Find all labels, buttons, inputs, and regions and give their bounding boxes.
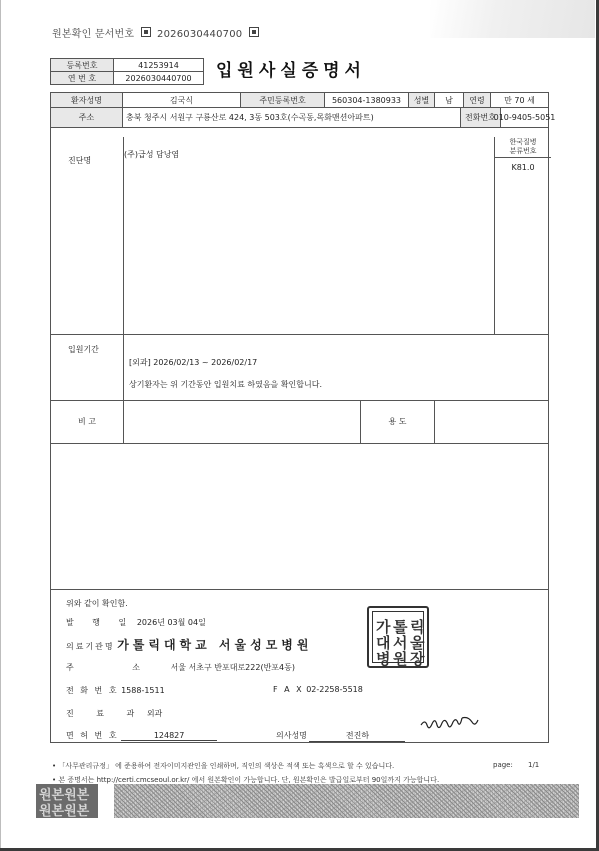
serial-number-value: 2026030440700 [114, 72, 204, 85]
confirm-text: 위와 같이 확인함. [66, 599, 128, 608]
sex-value: 남 [435, 93, 464, 107]
checkbox-icon [141, 27, 151, 37]
patient-name-label: 환자성명 [51, 93, 123, 107]
security-barcode-pattern [114, 784, 579, 818]
institution-value: 가톨릭대학교 서울성모병원 [117, 638, 313, 652]
seal-glyph: 장 [410, 650, 425, 668]
diagnosis-section [51, 137, 548, 335]
document-number-line [52, 25, 262, 40]
registration-number-label: 등록번호 [51, 59, 114, 72]
license-value: 124827 [121, 731, 217, 741]
seal-glyph: 병 [376, 650, 391, 668]
age-value: 만 70 세 [504, 95, 535, 105]
checkbox-icon [249, 27, 259, 37]
seal-glyph: 울 [410, 634, 425, 652]
patient-name-value: 김국식 [123, 93, 241, 107]
header-number-table [50, 58, 204, 85]
page-label: page: [493, 761, 513, 769]
phone-label: 전화번호 [461, 108, 501, 127]
issuer-address-line [66, 662, 295, 673]
scan-shading [430, 0, 595, 38]
remark-value [124, 400, 361, 443]
institution-line [66, 636, 312, 653]
address-row [51, 108, 556, 128]
signature-stroke [421, 718, 478, 728]
admission-period-label: 입원기간 [51, 334, 124, 400]
issue-date-label: 발 행 일 [66, 618, 135, 627]
page-value: 1/1 [528, 761, 540, 769]
doctor-line [276, 730, 405, 742]
institution-label: 의료기관명 [66, 642, 115, 651]
fax-label: F A X [273, 685, 304, 694]
remarks-row [51, 400, 548, 444]
seal-glyph: 가 [376, 618, 391, 636]
admission-period-section [51, 334, 548, 401]
patient-row [51, 93, 548, 108]
sex-label: 성별 [409, 93, 435, 107]
seal-glyph: 서 [393, 634, 408, 652]
official-seal-stamp [367, 606, 429, 668]
diagnosis-label: 진단명 [51, 137, 124, 334]
scan-edge-left [0, 0, 1, 851]
issuer-address-label: 주 소 [66, 663, 168, 672]
dept-line [66, 708, 162, 719]
tel-label: 전 화 번 호 [66, 686, 119, 695]
kcd-label-line2: 분류번호 [509, 147, 537, 155]
remark-label: 비 고 [51, 400, 124, 443]
dept-value: 외과 [146, 709, 163, 718]
issue-date-line [66, 617, 206, 628]
footnote-1: • 「사무관리규정」 에 준용하여 전자이미지관인을 인쇄하며, 직인의 색상은 적색 또는 흑색으로 할 수 있습니다. [52, 762, 395, 770]
watermark-line-1: 원본원본 [39, 788, 90, 803]
kcd-value: K81.0 [511, 163, 535, 172]
tel-value: 1588-1511 [121, 686, 165, 695]
original-watermark [36, 784, 98, 818]
rrn-label: 주민등록번호 [241, 93, 325, 107]
doctor-label: 의사성명 [276, 731, 307, 740]
issue-date-value: 2026년 03월 04일 [136, 618, 206, 627]
rrn-value: 560304-1380933 [325, 93, 409, 107]
certificate-form [50, 92, 556, 590]
issuer-address-value: 서울 서초구 반포대로222(반포4동) [170, 663, 295, 672]
purpose-label: 용 도 [361, 400, 435, 443]
license-label: 면 허 번 호 [66, 731, 119, 740]
license-line [66, 730, 217, 741]
fax-line [273, 685, 363, 694]
seal-glyph: 톨 [393, 618, 408, 636]
fax-value: 02-2258-5518 [306, 685, 363, 694]
footnote-2: • 본 증명서는 http://certi.cmcseoul.or.kr/ 에서 원본확인이 가능합니다. 단, 원본확인은 발급일로부터 90일까지 가능합니다. [52, 776, 440, 784]
registration-number-value: 41253914 [114, 59, 204, 72]
kcd-label [495, 137, 551, 158]
serial-number-label: 연 번 호 [51, 72, 114, 85]
seal-glyph: 릭 [410, 618, 425, 636]
kcd-label-line1: 한국질병 [509, 138, 537, 146]
address-label: 주소 [51, 108, 123, 127]
kcd-column [494, 137, 551, 334]
seal-inner-border [372, 611, 425, 668]
seal-glyph: 원 [393, 650, 408, 668]
admission-statement: 상기환자는 위 기간동안 입원치료 하였음을 확인합니다. [129, 380, 322, 389]
purpose-value [435, 400, 548, 443]
admission-period-value: [외과] 2026/02/13 ~ 2026/02/17 [129, 358, 258, 367]
document-number-value: 2026030440700 [157, 29, 243, 40]
phone-value: 010-9405-5051 [493, 113, 556, 122]
document-title: 입원사실증명서 [216, 61, 366, 81]
document-number-label: 원본확인 문서번호 [52, 29, 135, 40]
doctor-value: 전진하 [309, 730, 405, 742]
dept-label: 진 료 과 [66, 709, 145, 718]
doctor-signature [418, 712, 480, 734]
tel-line [66, 685, 165, 696]
address-value: 충북 청주시 서원구 구룡산로 424, 3동 503호(수곡동,목화맨션아파트) [123, 108, 461, 127]
diagnosis-value: (주)급성 담낭염 [124, 150, 180, 159]
seal-glyph: 대 [376, 634, 391, 652]
age-label: 연령 [464, 93, 491, 107]
watermark-line-2: 원본원본 [39, 804, 90, 819]
